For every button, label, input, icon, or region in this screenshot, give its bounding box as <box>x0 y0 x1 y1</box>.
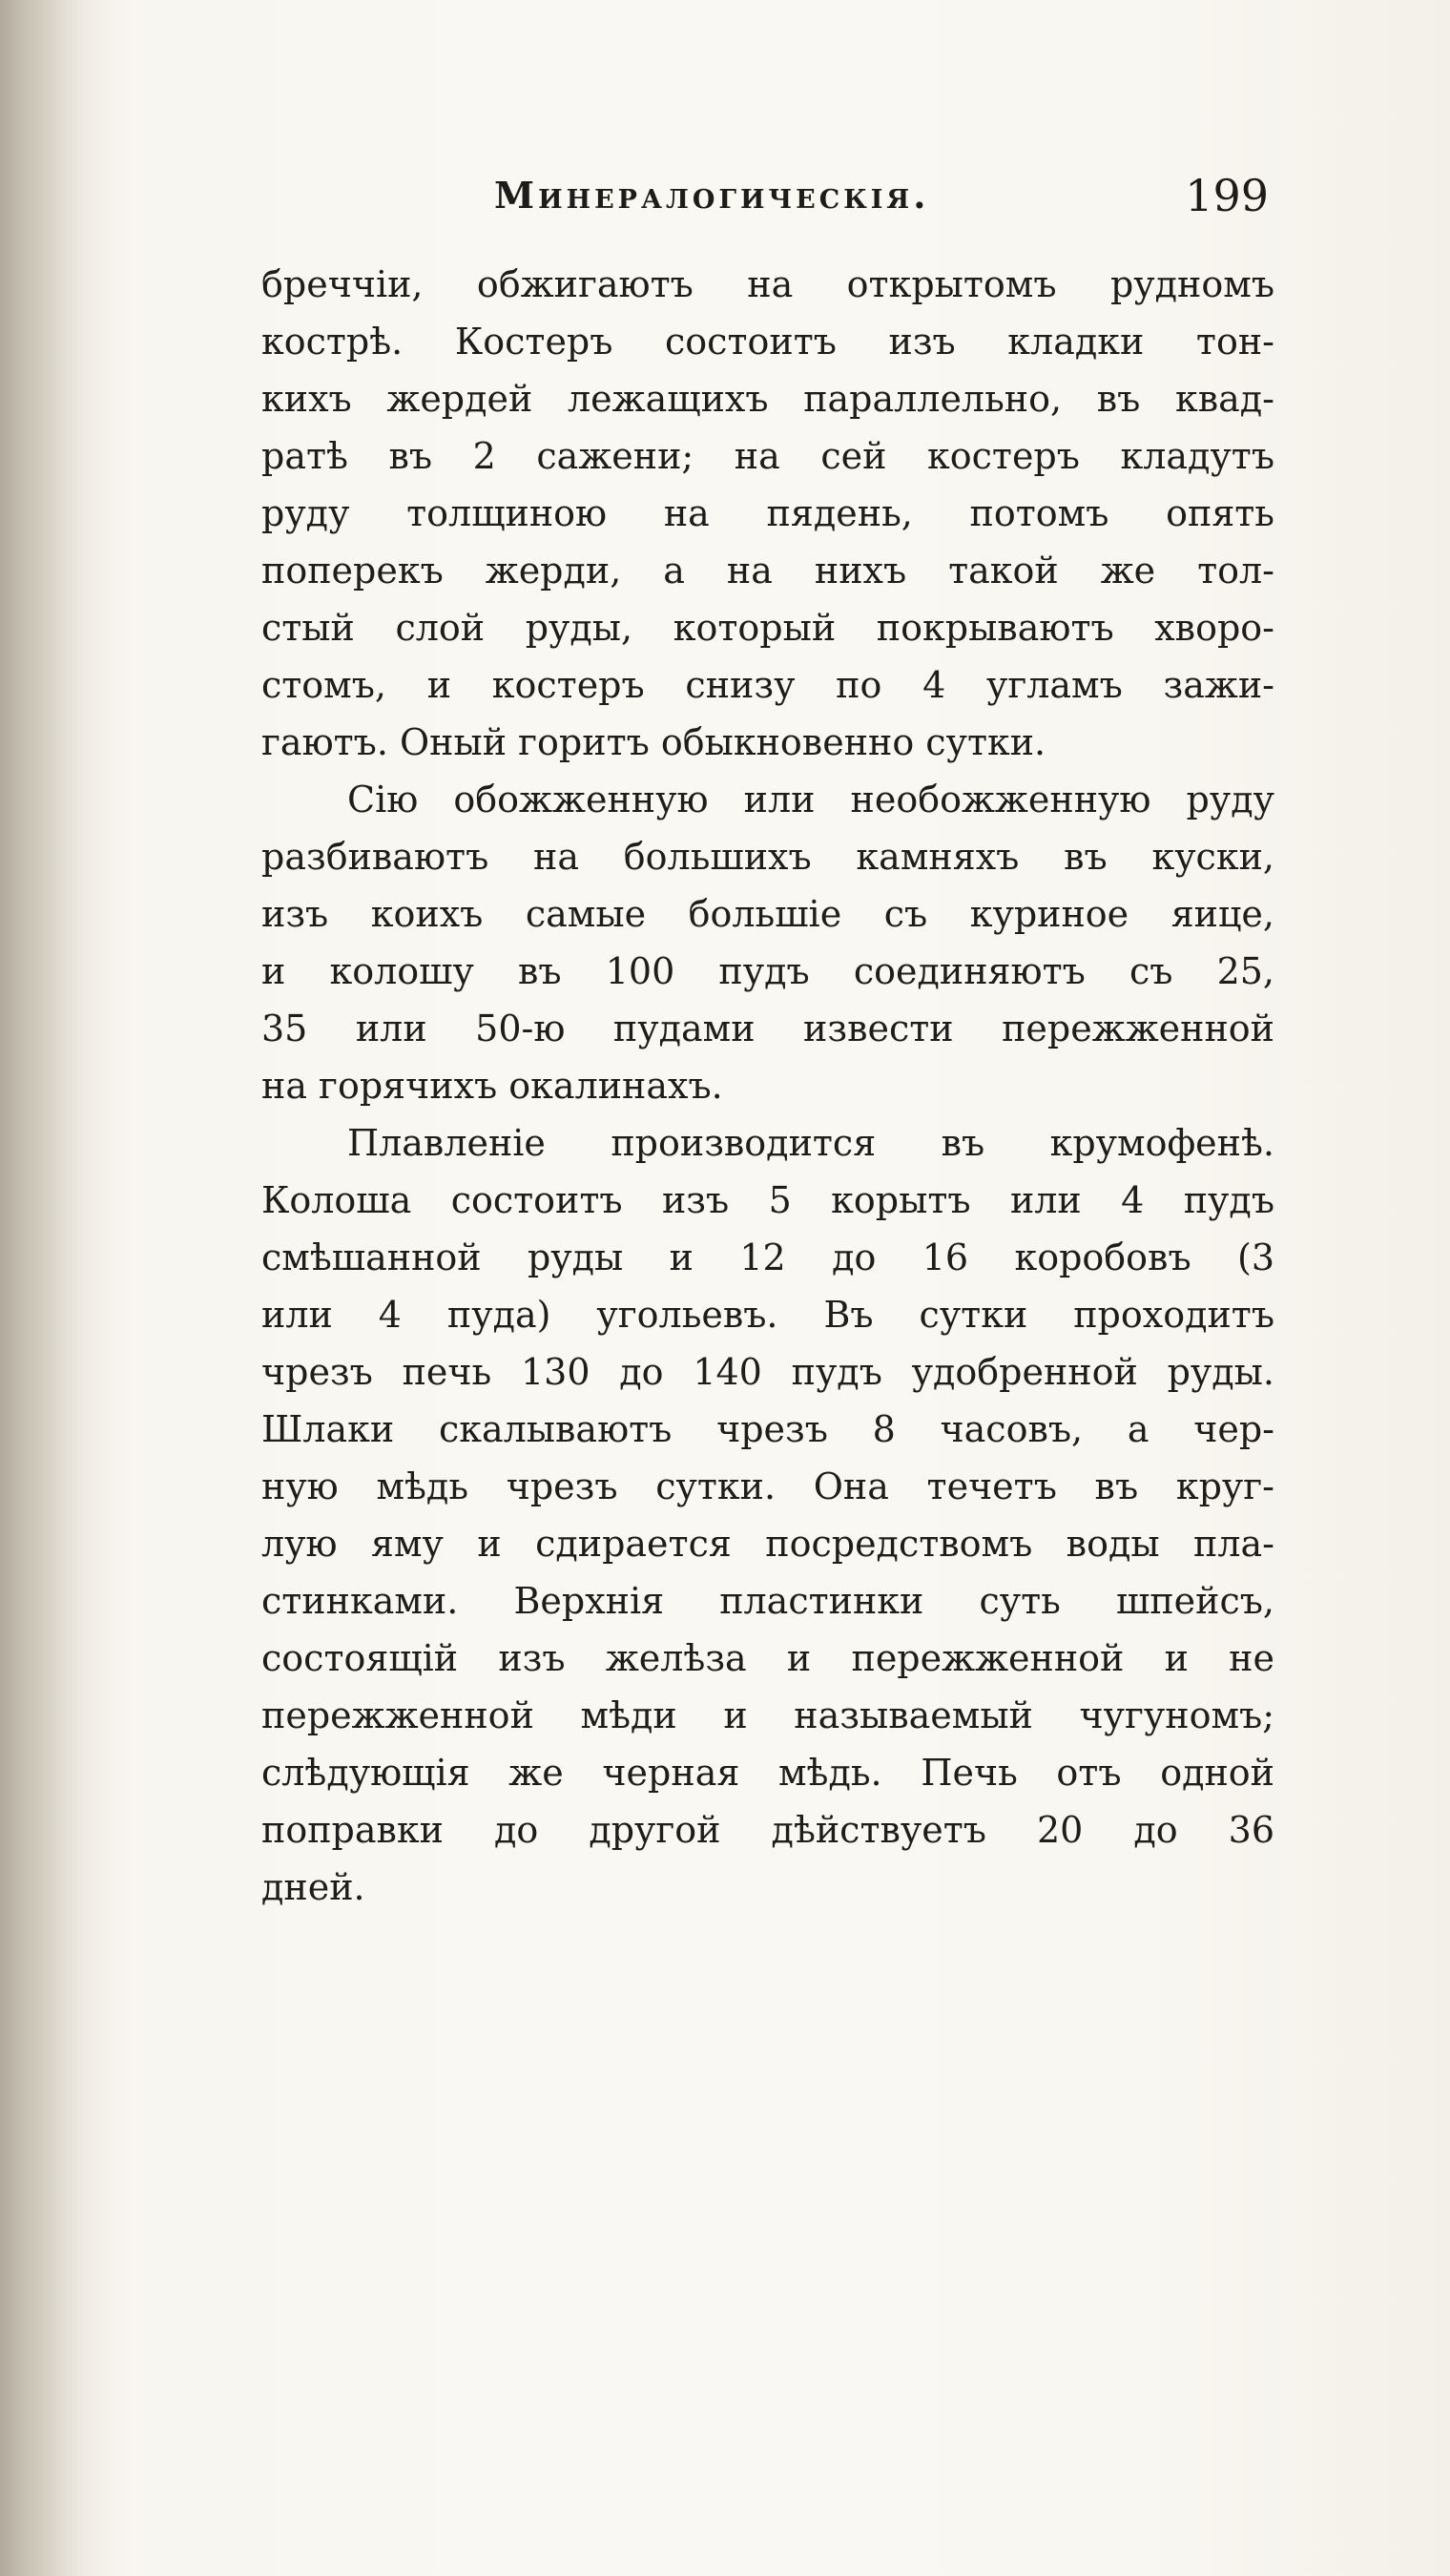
paragraph-1 <box>261 256 1274 771</box>
page-number: 199 <box>1185 170 1269 221</box>
text-line: гаютъ. Оный горитъ обыкновенно сутки. <box>261 721 1046 763</box>
text-line: состоящій изъ желѣза и пережженной и не <box>261 1637 1274 1679</box>
text-line: смѣшанной руды и 12 до 16 коробовъ (3 <box>261 1236 1274 1278</box>
text-line: Плавленіе производится въ крумофенѣ. <box>347 1122 1274 1164</box>
text-line: Шлаки скалываютъ чрезъ 8 часовъ, а чер- <box>261 1408 1274 1450</box>
text-line: руду толщиною на пядень, потомъ опять <box>261 492 1274 534</box>
text-line: разбиваютъ на большихъ камняхъ въ куски, <box>261 836 1274 878</box>
text-line: поправки до другой дѣйствуетъ 20 до 36 <box>261 1809 1274 1851</box>
text-line: Сію обожженную или необожженную руду <box>347 779 1274 821</box>
text-line: лую яму и сдирается посредствомъ воды пла- <box>261 1523 1274 1565</box>
text-line: или 4 пуда) угольевъ. Въ сутки проходитъ <box>261 1294 1274 1336</box>
text-line: дней. <box>261 1866 365 1908</box>
text-line: кострѣ. Костеръ состоитъ изъ кладки тон- <box>261 321 1274 363</box>
body-text <box>261 256 1274 1916</box>
text-line: стомъ, и костеръ снизу по 4 угламъ зажи- <box>261 664 1274 706</box>
text-line: бреччіи, обжигаютъ на открытомъ рудномъ <box>261 263 1274 305</box>
text-line: на горячихъ окалинахъ. <box>261 1065 723 1107</box>
text-line: и колошу въ 100 пудъ соединяютъ съ 25, <box>261 950 1274 992</box>
text-line: пережженной мѣди и называемый чугуномъ; <box>261 1694 1274 1736</box>
text-line: стый слой руды, который покрываютъ хворо- <box>261 607 1274 649</box>
text-line: стинками. Верхнія пластинки суть шпейсъ, <box>261 1580 1274 1622</box>
text-line: слѣдующія же черная мѣдь. Печь отъ одной <box>261 1752 1274 1794</box>
text-line: изъ коихъ самые большіе съ куриное яице, <box>261 893 1274 935</box>
text-line: кихъ жердей лежащихъ параллельно, въ квад- <box>261 378 1274 420</box>
text-line: Колоша состоитъ изъ 5 корытъ или 4 пудъ <box>261 1179 1274 1221</box>
text-line: поперекъ жерди, а на нихъ такой же тол- <box>261 550 1274 592</box>
paragraph-3 <box>261 1114 1274 1916</box>
text-line: ную мѣдь чрезъ сутки. Она течетъ въ круг- <box>261 1465 1274 1507</box>
text-line: ратѣ въ 2 сажени; на сей костеръ кладутъ <box>261 435 1274 477</box>
page-header <box>258 170 1269 240</box>
running-title: Минералогическія. <box>494 174 930 217</box>
paragraph-2 <box>261 771 1274 1114</box>
text-line: 35 или 50-ю пудами извести пережженной <box>261 1008 1274 1049</box>
text-line: чрезъ печь 130 до 140 пудъ удобренной руды. <box>261 1351 1274 1393</box>
page-binding-shadow <box>0 0 105 2576</box>
